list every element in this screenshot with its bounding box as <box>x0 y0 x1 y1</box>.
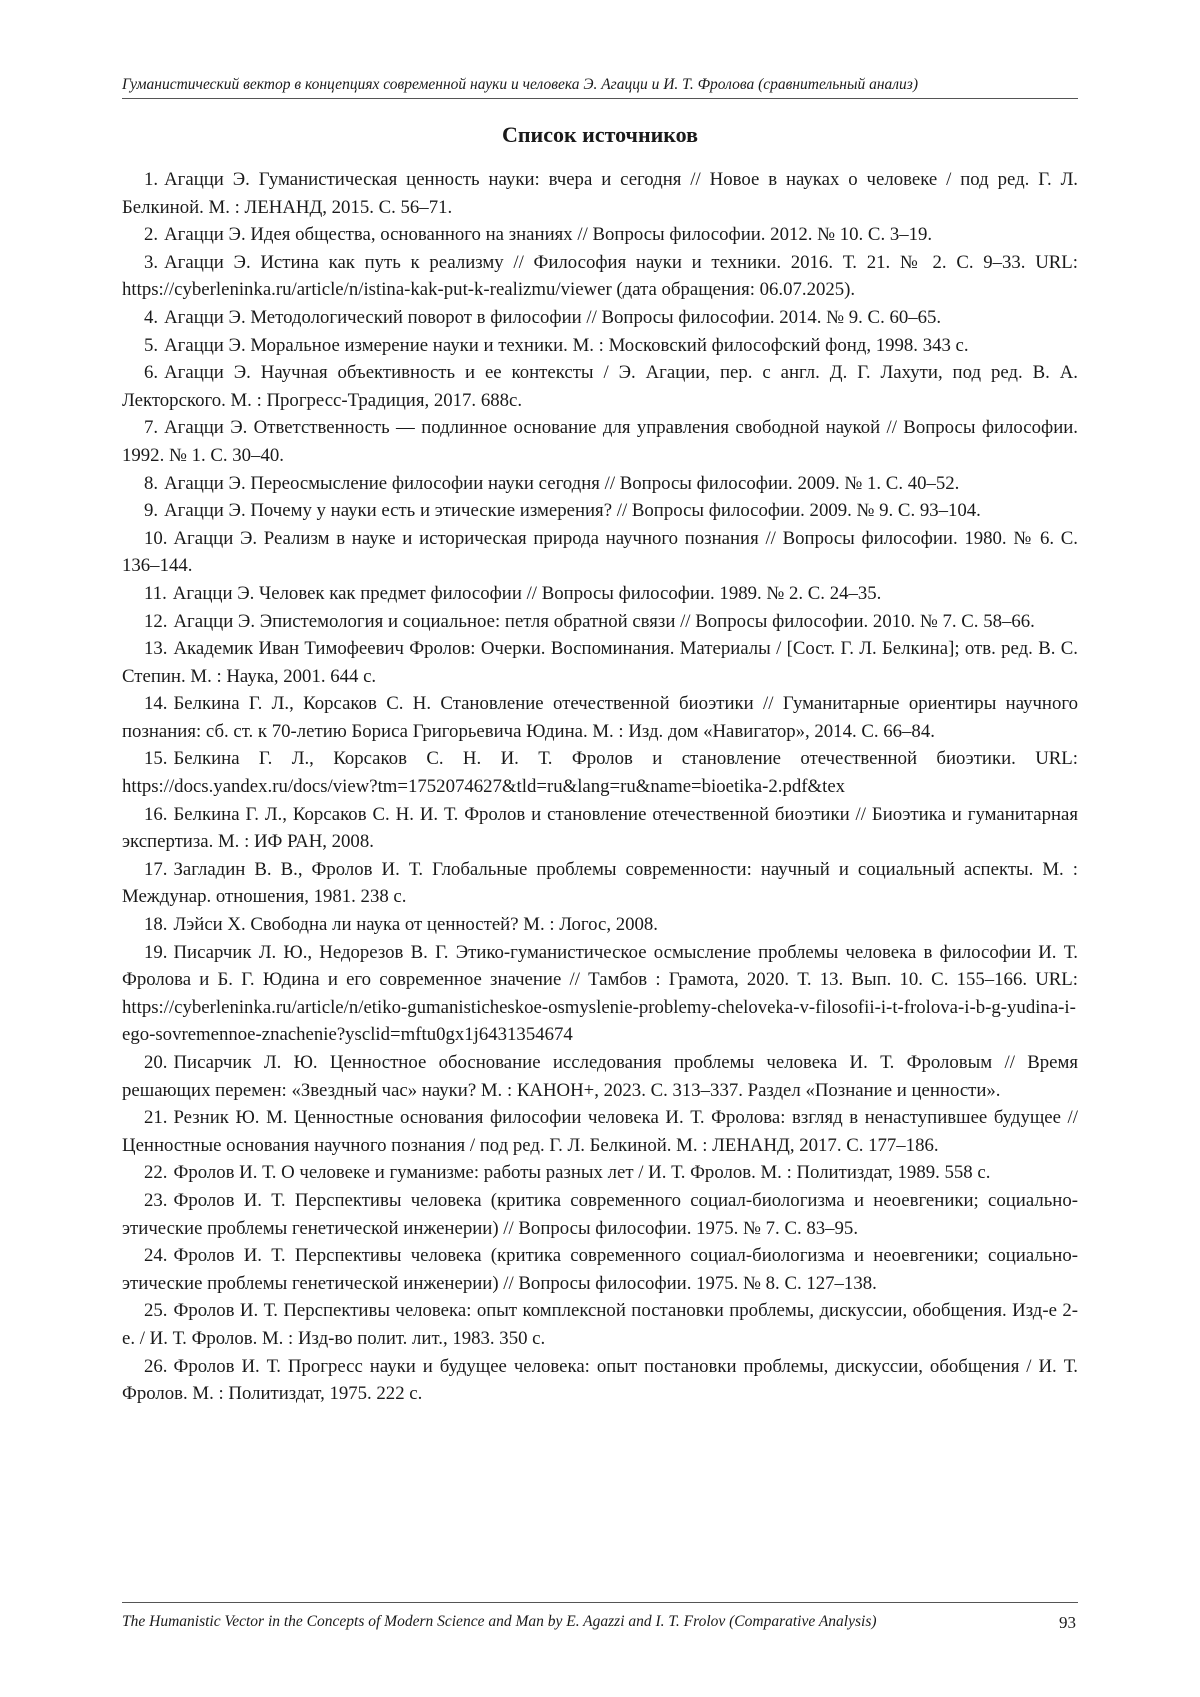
reference-item <box>122 801 1078 856</box>
reference-number: 3. <box>144 251 159 273</box>
reference-number: 17. <box>144 858 168 880</box>
reference-item <box>122 580 1078 608</box>
reference-item <box>122 525 1078 580</box>
reference-item <box>122 1104 1078 1159</box>
reference-number: 4. <box>144 306 159 328</box>
reference-item <box>122 166 1078 221</box>
reference-text: Агацци Э. Научная объективность и ее контексты / Э. Агации, пер. с англ. Д. Г. Лахути, под ред. В. А. Лекторского. М. : Прогресс-Традиция, 2017. 688с. <box>122 362 1078 411</box>
running-header-title: Гуманистический вектор в концепциях современной науки и человека Э. Агацци и И. Т. Фролова (сравнительный анализ) <box>122 76 919 93</box>
reference-number: 25. <box>144 1300 168 1322</box>
reference-number: 24. <box>144 1245 168 1267</box>
reference-number: 9. <box>144 500 159 522</box>
reference-text: Агацци Э. Методологический поворот в философии // Вопросы философии. 2014. № 9. С. 60–65. <box>164 306 942 328</box>
reference-text: Агацци Э. Почему у науки есть и этические измерения? // Вопросы философии. 2009. № 9. С. 93–104. <box>164 500 981 522</box>
reference-item <box>122 1353 1078 1408</box>
reference-item <box>122 470 1078 498</box>
reference-number: 23. <box>144 1189 168 1211</box>
reference-text: Фролов И. Т. Перспективы человека (критика современного социал-биологизма и неоевгеники; социально-этические проблемы генетической инженерии) // Вопросы философии. 1975. № 8. С. 127–138. <box>122 1245 1078 1294</box>
reference-item <box>122 304 1078 332</box>
reference-number: 10. <box>144 527 168 549</box>
page-number: 93 <box>1059 1613 1076 1632</box>
reference-number: 13. <box>144 638 168 660</box>
footer-english-title: The Humanistic Vector in the Concepts of Modern Science and Man by E. Agazzi and I. T. Frolov (Comparative Analysis) <box>122 1613 877 1630</box>
reference-number: 19. <box>144 941 168 963</box>
reference-text: Фролов И. Т. О человеке и гуманизме: работы разных лет / И. Т. Фролов. М. : Политиздат, 1989. 558 с. <box>173 1162 991 1184</box>
reference-item <box>122 249 1078 304</box>
reference-text: Белкина Г. Л., Корсаков С. Н. Становление отечественной биоэтики // Гуманитарные ориентиры научного познания: сб. ст. к 70-летию Бориса Григорьевича Юдина. М. : Изд. дом «Навигатор», 2014. С. 66–84. <box>122 693 1078 742</box>
section-title: Список источников <box>501 122 699 147</box>
reference-text: Писарчик Л. Ю. Ценностное обоснование исследования проблемы человека И. Т. Фроловым // Время решающих перемен: «Звездный час» науки? М. : КАНОН+, 2023. С. 313–337. Раздел «Познание и ценности». <box>122 1052 1078 1101</box>
reference-text: Агацци Э. Ответственность — подлинное основание для управления свободной наукой // Вопросы философии. 1992. № 1. С. 30–40. <box>122 417 1078 466</box>
page-footer <box>122 1602 1078 1633</box>
reference-item <box>122 635 1078 690</box>
reference-text: Фролов И. Т. Прогресс науки и будущее человека: опыт постановки проблемы, дискуссии, обобщения / И. Т. Фролов. М. : Политиздат, 1975. 222 с. <box>122 1355 1078 1405</box>
reference-number: 1. <box>144 169 159 190</box>
reference-text: Белкина Г. Л., Корсаков С. Н. И. Т. Фролов и становление отечественной биоэтики // Биоэтика и гуманитарная экспертиза. М. : ИФ РАН, 2008. <box>122 803 1078 853</box>
reference-text: Агацци Э. Моральное измерение науки и техники. М. : Московский философский фонд, 1998. 343 с. <box>164 334 969 356</box>
reference-text: Загладин В. В., Фролов И. Т. Глобальные проблемы современности: научный и социальный аспекты. М. : Междунар. отношения, 1981. 238 с. <box>122 858 1078 908</box>
reference-number: 21. <box>144 1107 168 1129</box>
reference-number: 15. <box>144 748 168 770</box>
reference-item <box>122 414 1078 469</box>
reference-number: 6. <box>144 362 159 384</box>
reference-item <box>122 745 1078 800</box>
reference-text: Агацци Э. Переосмысление философии науки сегодня // Вопросы философии. 2009. № 1. С. 40–52. <box>164 472 960 494</box>
reference-item <box>122 690 1078 745</box>
reference-item <box>122 856 1078 911</box>
reference-number: 7. <box>144 417 159 439</box>
reference-text: Агацци Э. Идея общества, основанного на знаниях // Вопросы философии. 2012. № 10. С. 3–19. <box>164 224 933 246</box>
reference-number: 2. <box>144 224 159 246</box>
reference-item <box>122 939 1078 1049</box>
reference-text: Писарчик Л. Ю., Недорезов В. Г. Этико-гуманистическое осмысление проблемы человека в философии И. Т. Фролова и Б. Г. Юдина и его современное значение // Тамбов : Грамота, 2020. Т. 13. Вып. 10. С. 155–166. URL: https://cyberleninka.ru/article/n/etiko-gumanisticheskoe-osmyslenie-problemy-cheloveka-v-filosofii-i-t-frolova-i-b-g-yudina-i-ego-sovremennoe-znachenie?ysclid=mftu0gx1j6431354674 <box>122 941 1078 1046</box>
reference-item <box>122 1187 1078 1242</box>
running-header <box>122 76 1078 99</box>
reference-item <box>122 1049 1078 1104</box>
reference-item <box>122 608 1078 636</box>
reference-text: Агацци Э. Гуманистическая ценность науки: вчера и сегодня // Новое в науках о человеке / под ред. Г. Л. Белкиной. М. : ЛЕНАНД, 2015. С. 56–71. <box>122 169 1078 218</box>
reference-text: Агацци Э. Истина как путь к реализму // Философия науки и техники. 2016. Т. 21. № 2. С. 9–33. URL: https://cyberleninka.ru/article/n/istina-kak-put-k-realizmu/viewer (дата обращения: 06.07.2025). <box>122 251 1078 301</box>
reference-text: Агацци Э. Человек как предмет философии // Вопросы философии. 1989. № 2. С. 24–35. <box>172 582 882 604</box>
reference-item <box>122 221 1078 249</box>
reference-item <box>122 497 1078 525</box>
reference-number: 16. <box>144 803 168 825</box>
reference-text: Лэйси Х. Свободна ли наука от ценностей? М. : Логос, 2008. <box>173 914 658 936</box>
reference-number: 5. <box>144 334 159 356</box>
reference-number: 22. <box>144 1162 168 1184</box>
reference-item <box>122 911 1078 939</box>
reference-item <box>122 1297 1078 1352</box>
reference-list <box>122 166 1078 1408</box>
reference-text: Академик Иван Тимофеевич Фролов: Очерки. Воспоминания. Материалы / [Сост. Г. Л. Белкина]; отв. ред. В. С. Степин. М. : Наука, 2001. 644 с. <box>122 638 1078 687</box>
reference-item <box>122 359 1078 414</box>
reference-text: Резник Ю. М. Ценностные основания философии человека И. Т. Фролова: взгляд в ненаступившее будущее // Ценностные основания научного познания / под ред. Г. Л. Белкиной. М. : ЛЕНАНД, 2017. С. 177–186. <box>122 1107 1078 1156</box>
reference-item <box>122 1159 1078 1187</box>
reference-text: Белкина Г. Л., Корсаков С. Н. И. Т. Фролов и становление отечественной биоэтики. URL: https://docs.yandex.ru/docs/view?tm=1752074627&tld=ru&lang=ru&name=bioetika-2.pdf&tex <box>122 748 1078 798</box>
reference-number: 20. <box>144 1052 168 1073</box>
reference-item <box>122 1242 1078 1297</box>
reference-text: Агацци Э. Эпистемология и социальное: петля обратной связи // Вопросы философии. 2010. № 7. С. 58–66. <box>173 610 1035 632</box>
reference-text: Фролов И. Т. Перспективы человека: опыт комплексной постановки проблемы, дискуссии, обобщения. Изд-е 2-е. / И. Т. Фролов. М. : Изд-во полит. лит., 1983. 350 с. <box>122 1300 1078 1349</box>
reference-number: 12. <box>144 610 168 632</box>
reference-text: Фролов И. Т. Перспективы человека (критика современного социал-биологизма и неоевгеники; социально-этические проблемы генетической инженерии) // Вопросы философии. 1975. № 7. С. 83–95. <box>122 1189 1078 1239</box>
reference-number: 14. <box>144 693 168 715</box>
reference-number: 8. <box>144 472 159 494</box>
reference-number: 26. <box>144 1355 168 1377</box>
reference-item <box>122 332 1078 360</box>
reference-number: 18. <box>144 914 168 936</box>
reference-number: 11. <box>144 582 167 604</box>
reference-text: Агацци Э. Реализм в науке и историческая природа научного познания // Вопросы философии. 1980. № 6. С. 136–144. <box>122 527 1078 577</box>
